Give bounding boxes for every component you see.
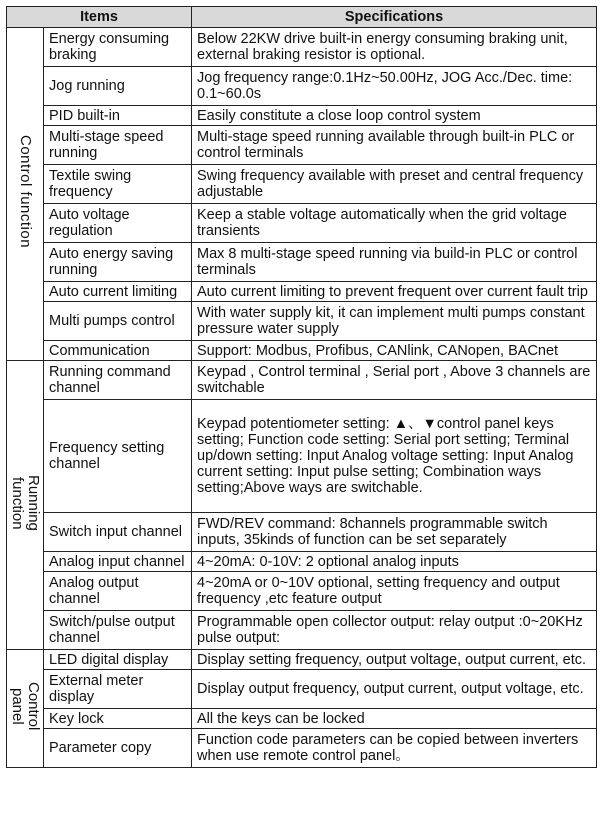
item-cell: Textile swing frequency bbox=[44, 165, 192, 204]
item-cell: Running command channel bbox=[44, 361, 192, 400]
table-row bbox=[7, 729, 597, 768]
spec-cell: Display setting frequency, output voltage, output current, etc. bbox=[192, 650, 597, 670]
table-row bbox=[7, 243, 597, 282]
item-cell: Auto energy saving running bbox=[44, 243, 192, 282]
table-header-row bbox=[7, 7, 597, 28]
table-row bbox=[7, 126, 597, 165]
table-row bbox=[7, 204, 597, 243]
spec-cell: Keypad potentiometer setting: ▲、▼control panel keys setting; Function code setting: Serial port setting; Terminal up/down setting: Input Analog voltage setting: Input Analog current setting: Input pulse setting; Combination ways setting;Above ways are switchable. bbox=[192, 400, 597, 513]
item-cell: Multi pumps control bbox=[44, 302, 192, 341]
spec-cell: Programmable open collector output: relay output :0~20KHz pulse output: bbox=[192, 611, 597, 650]
item-cell: Switch input channel bbox=[44, 513, 192, 552]
spec-cell: Jog frequency range:0.1Hz~50.00Hz, JOG Acc./Dec. time: 0.1~60.0s bbox=[192, 67, 597, 106]
spec-cell: Easily constitute a close loop control system bbox=[192, 106, 597, 126]
table-row bbox=[7, 611, 597, 650]
group-control-function bbox=[7, 28, 44, 361]
table-row bbox=[7, 361, 597, 400]
item-cell: LED digital display bbox=[44, 650, 192, 670]
group-control-panel bbox=[7, 650, 44, 768]
header-specifications: Specifications bbox=[192, 7, 597, 28]
spec-cell: Max 8 multi-stage speed running via build-in PLC or control terminals bbox=[192, 243, 597, 282]
spec-cell: Keypad , Control terminal , Serial port , Above 3 channels are switchable bbox=[192, 361, 597, 400]
group-running-function bbox=[7, 361, 44, 650]
spec-cell: Multi-stage speed running available through built-in PLC or control terminals bbox=[192, 126, 597, 165]
spec-cell: Below 22KW drive built-in energy consuming braking unit, external braking resistor is optional. bbox=[192, 28, 597, 67]
item-cell: Analog input channel bbox=[44, 552, 192, 572]
table-row bbox=[7, 28, 597, 67]
table-row bbox=[7, 572, 597, 611]
spec-table-frame bbox=[6, 6, 596, 819]
item-cell: Auto voltage regulation bbox=[44, 204, 192, 243]
item-cell: Energy consuming braking bbox=[44, 28, 192, 67]
item-cell: Key lock bbox=[44, 709, 192, 729]
group-label: Control panel bbox=[9, 682, 42, 731]
spec-cell: Keep a stable voltage automatically when the grid voltage transients bbox=[192, 204, 597, 243]
table-row bbox=[7, 67, 597, 106]
spec-cell: 4~20mA or 0~10V optional, setting frequency and output frequency ,etc feature output bbox=[192, 572, 597, 611]
specifications-table bbox=[6, 6, 597, 768]
table-row bbox=[7, 106, 597, 126]
spec-cell: With water supply kit, it can implement multi pumps constant pressure water supply bbox=[192, 302, 597, 341]
spec-cell: FWD/REV command: 8channels programmable switch inputs, 35kinds of function can be set separately bbox=[192, 513, 597, 552]
item-cell: PID built-in bbox=[44, 106, 192, 126]
item-cell: Multi-stage speed running bbox=[44, 126, 192, 165]
table-row bbox=[7, 552, 597, 572]
item-cell: Switch/pulse output channel bbox=[44, 611, 192, 650]
table-row bbox=[7, 650, 597, 670]
item-cell: Parameter copy bbox=[44, 729, 192, 768]
table-row bbox=[7, 400, 597, 513]
spec-cell: Support: Modbus, Profibus, CANlink, CANopen, BACnet bbox=[192, 341, 597, 361]
table-row bbox=[7, 165, 597, 204]
table-row bbox=[7, 341, 597, 361]
spec-cell: 4~20mA: 0-10V: 2 optional analog inputs bbox=[192, 552, 597, 572]
table-row bbox=[7, 670, 597, 709]
item-cell: Jog running bbox=[44, 67, 192, 106]
table-row bbox=[7, 513, 597, 552]
item-cell: External meter display bbox=[44, 670, 192, 709]
group-label: Running function bbox=[9, 475, 42, 531]
table-row bbox=[7, 302, 597, 341]
item-cell: Frequency setting channel bbox=[44, 400, 192, 513]
item-cell: Communication bbox=[44, 341, 192, 361]
spec-cell: Display output frequency, output current, output voltage, etc. bbox=[192, 670, 597, 709]
table-row bbox=[7, 709, 597, 729]
spec-cell: Auto current limiting to prevent frequent over current fault trip bbox=[192, 282, 597, 302]
item-cell: Analog output channel bbox=[44, 572, 192, 611]
spec-cell: All the keys can be locked bbox=[192, 709, 597, 729]
item-cell: Auto current limiting bbox=[44, 282, 192, 302]
spec-cell: Function code parameters can be copied between inverters when use remote control panel。 bbox=[192, 729, 597, 768]
table-row bbox=[7, 282, 597, 302]
header-items: Items bbox=[7, 7, 192, 28]
spec-cell: Swing frequency available with preset and central frequency adjustable bbox=[192, 165, 597, 204]
group-label: Control function bbox=[17, 135, 34, 249]
